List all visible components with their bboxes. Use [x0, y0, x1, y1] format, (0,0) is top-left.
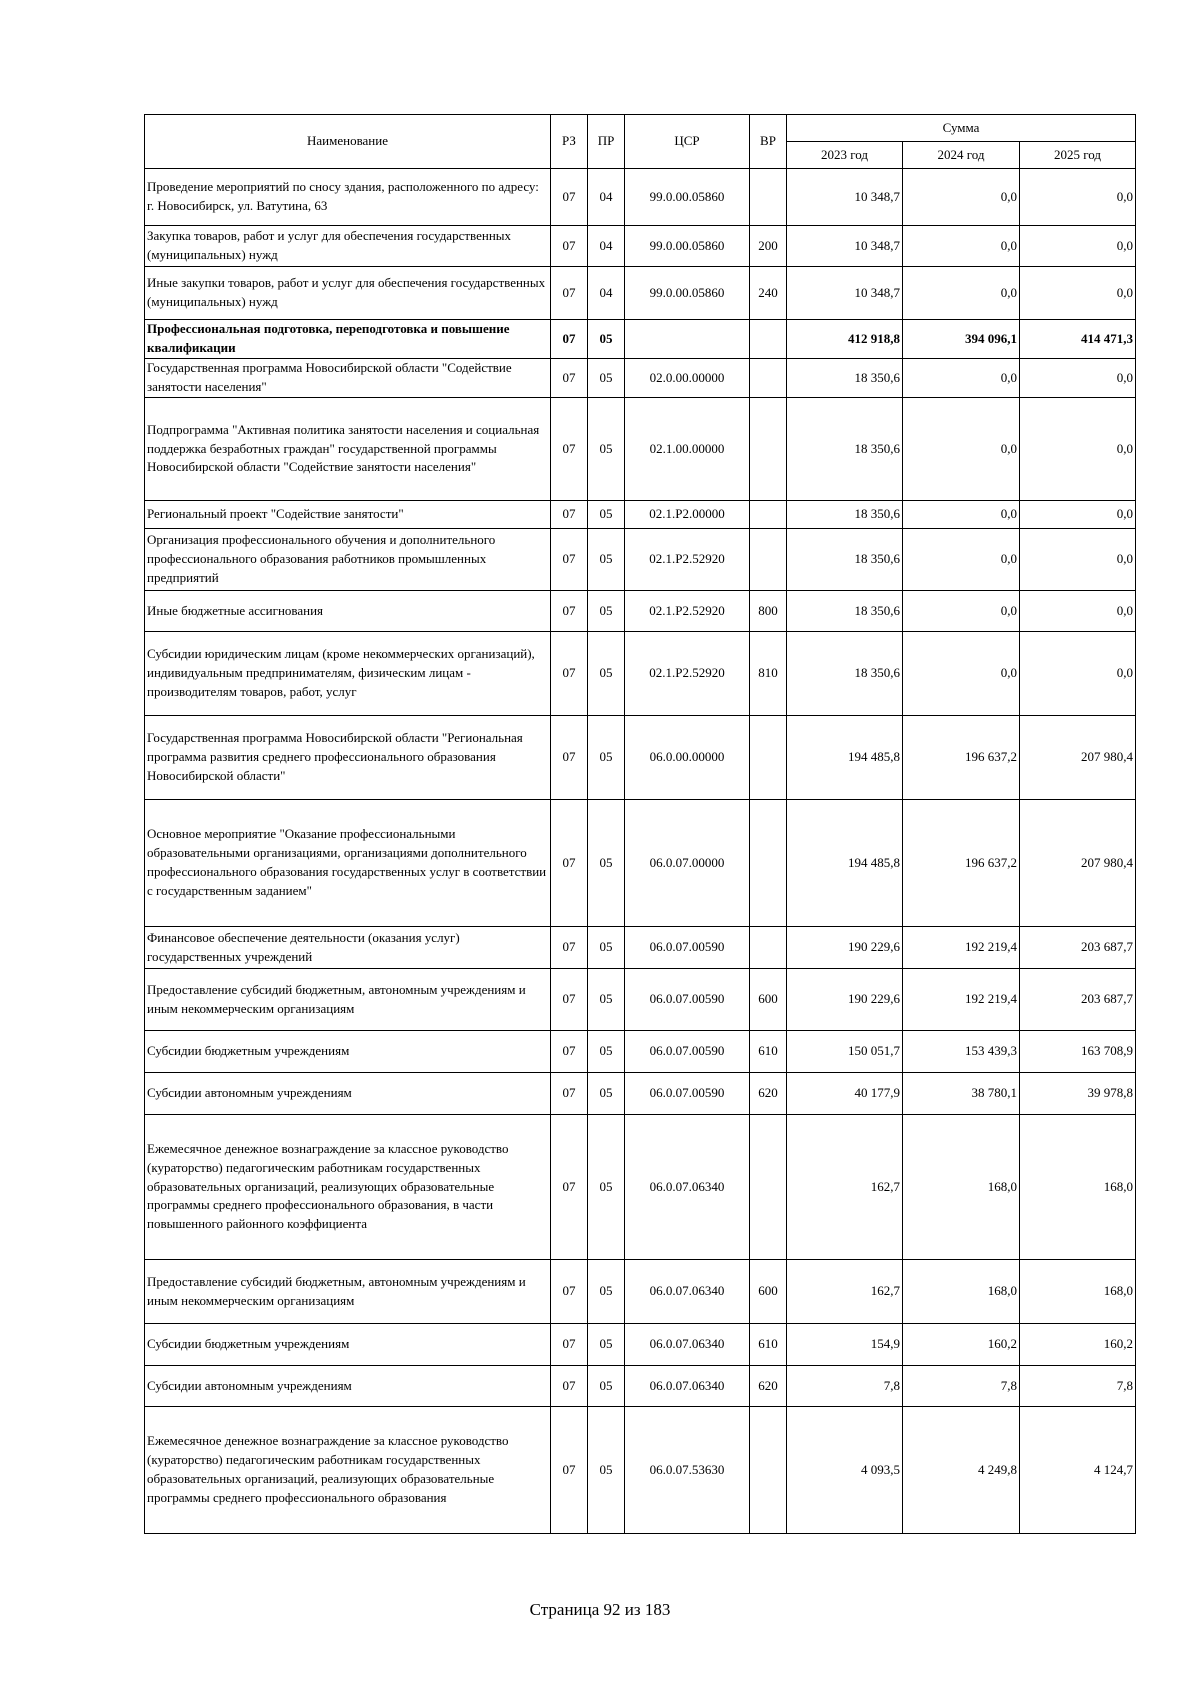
row-name: Предоставление субсидий бюджетным, автономным учреждениям и иным некоммерческим организациям [145, 969, 551, 1031]
row-pr: 05 [588, 716, 625, 800]
table-header [145, 115, 1136, 169]
row-vr: 600 [750, 1260, 787, 1324]
row-vr [750, 800, 787, 927]
table-row [145, 226, 1136, 267]
row-amount-2024: 0,0 [903, 591, 1020, 632]
row-rz: 07 [551, 359, 588, 398]
row-amount-2023: 190 229,6 [787, 969, 903, 1031]
row-name: Субсидии бюджетным учреждениям [145, 1324, 551, 1366]
row-amount-2023: 162,7 [787, 1260, 903, 1324]
row-amount-2024: 153 439,3 [903, 1031, 1020, 1073]
row-amount-2023: 18 350,6 [787, 359, 903, 398]
row-rz: 07 [551, 632, 588, 716]
row-name: Закупка товаров, работ и услуг для обеспечения государственных (муниципальных) нужд [145, 226, 551, 267]
row-vr [750, 1407, 787, 1534]
row-csr: 02.1.00.00000 [625, 398, 750, 501]
row-csr: 02.1.Р2.52920 [625, 591, 750, 632]
row-amount-2024: 4 249,8 [903, 1407, 1020, 1534]
row-amount-2023: 154,9 [787, 1324, 903, 1366]
row-amount-2025: 0,0 [1020, 632, 1136, 716]
row-amount-2023: 18 350,6 [787, 501, 903, 529]
row-csr: 02.1.Р2.52920 [625, 529, 750, 591]
row-amount-2025: 414 471,3 [1020, 320, 1136, 359]
row-vr [750, 927, 787, 969]
row-csr: 06.0.07.06340 [625, 1324, 750, 1366]
table-row [145, 529, 1136, 591]
row-amount-2025: 168,0 [1020, 1115, 1136, 1260]
row-amount-2023: 190 229,6 [787, 927, 903, 969]
budget-table [144, 114, 1136, 1534]
table-row [145, 267, 1136, 320]
row-rz: 07 [551, 1260, 588, 1324]
row-amount-2024: 0,0 [903, 501, 1020, 529]
row-amount-2023: 4 093,5 [787, 1407, 903, 1534]
header-year-2025: 2025 год [1020, 142, 1136, 169]
row-vr [750, 169, 787, 226]
row-csr: 02.0.00.00000 [625, 359, 750, 398]
row-amount-2024: 196 637,2 [903, 716, 1020, 800]
row-amount-2024: 0,0 [903, 359, 1020, 398]
row-name: Финансовое обеспечение деятельности (оказания услуг) государственных учреждений [145, 927, 551, 969]
row-name: Региональный проект "Содействие занятости" [145, 501, 551, 529]
row-rz: 07 [551, 800, 588, 927]
table-row [145, 1324, 1136, 1366]
row-name: Подпрограмма "Активная политика занятости населения и социальная поддержка безработных граждан" государственной программы Новосибирской области "Содействие занятости населения" [145, 398, 551, 501]
row-amount-2025: 0,0 [1020, 398, 1136, 501]
row-name: Субсидии автономным учреждениям [145, 1366, 551, 1407]
row-amount-2023: 150 051,7 [787, 1031, 903, 1073]
row-amount-2024: 192 219,4 [903, 969, 1020, 1031]
header-year-2024: 2024 год [903, 142, 1020, 169]
row-amount-2023: 40 177,9 [787, 1073, 903, 1115]
row-csr: 99.0.00.05860 [625, 226, 750, 267]
row-vr [750, 359, 787, 398]
row-name: Предоставление субсидий бюджетным, автономным учреждениям и иным некоммерческим организациям [145, 1260, 551, 1324]
table-row [145, 800, 1136, 927]
row-amount-2025: 163 708,9 [1020, 1031, 1136, 1073]
row-pr: 05 [588, 591, 625, 632]
row-name: Субсидии автономным учреждениям [145, 1073, 551, 1115]
row-name: Государственная программа Новосибирской области "Региональная программа развития среднего профессионального образования Новосибирской области" [145, 716, 551, 800]
row-amount-2024: 0,0 [903, 267, 1020, 320]
row-rz: 07 [551, 1366, 588, 1407]
row-vr [750, 320, 787, 359]
row-vr [750, 716, 787, 800]
row-amount-2024: 168,0 [903, 1260, 1020, 1324]
row-amount-2023: 412 918,8 [787, 320, 903, 359]
row-csr: 06.0.07.06340 [625, 1366, 750, 1407]
row-amount-2023: 10 348,7 [787, 267, 903, 320]
row-csr: 06.0.07.06340 [625, 1115, 750, 1260]
row-amount-2024: 0,0 [903, 529, 1020, 591]
row-pr: 05 [588, 800, 625, 927]
table-row [145, 1073, 1136, 1115]
row-vr: 620 [750, 1073, 787, 1115]
row-amount-2025: 0,0 [1020, 267, 1136, 320]
table-body [145, 169, 1136, 1534]
table-row [145, 359, 1136, 398]
row-amount-2024: 0,0 [903, 169, 1020, 226]
row-rz: 07 [551, 1324, 588, 1366]
row-rz: 07 [551, 398, 588, 501]
table-row [145, 716, 1136, 800]
table-row [145, 1115, 1136, 1260]
row-pr: 05 [588, 1366, 625, 1407]
row-amount-2024: 0,0 [903, 632, 1020, 716]
row-amount-2024: 394 096,1 [903, 320, 1020, 359]
header-name: Наименование [145, 115, 551, 169]
row-vr: 240 [750, 267, 787, 320]
row-amount-2025: 207 980,4 [1020, 800, 1136, 927]
row-rz: 07 [551, 226, 588, 267]
row-pr: 05 [588, 320, 625, 359]
row-amount-2024: 0,0 [903, 398, 1020, 501]
row-amount-2024: 196 637,2 [903, 800, 1020, 927]
table-row [145, 927, 1136, 969]
header-vr: ВР [750, 115, 787, 169]
row-vr: 600 [750, 969, 787, 1031]
row-amount-2025: 4 124,7 [1020, 1407, 1136, 1534]
row-amount-2024: 192 219,4 [903, 927, 1020, 969]
row-vr [750, 529, 787, 591]
table-row [145, 1031, 1136, 1073]
row-rz: 07 [551, 1407, 588, 1534]
row-vr: 620 [750, 1366, 787, 1407]
row-amount-2023: 10 348,7 [787, 169, 903, 226]
page-number: Страница 92 из 183 [529, 1600, 671, 1619]
row-name: Профессиональная подготовка, переподготовка и повышение квалификации [145, 320, 551, 359]
row-rz: 07 [551, 716, 588, 800]
row-amount-2025: 207 980,4 [1020, 716, 1136, 800]
row-name: Организация профессионального обучения и дополнительного профессионального образования работников промышленных предприятий [145, 529, 551, 591]
row-pr: 05 [588, 529, 625, 591]
header-pr: ПР [588, 115, 625, 169]
table-row [145, 1260, 1136, 1324]
row-csr: 06.0.07.00590 [625, 1073, 750, 1115]
row-amount-2025: 0,0 [1020, 226, 1136, 267]
row-amount-2025: 203 687,7 [1020, 927, 1136, 969]
row-rz: 07 [551, 529, 588, 591]
row-amount-2023: 162,7 [787, 1115, 903, 1260]
row-amount-2024: 38 780,1 [903, 1073, 1020, 1115]
row-pr: 05 [588, 1260, 625, 1324]
row-amount-2025: 0,0 [1020, 591, 1136, 632]
row-csr: 02.1.Р2.52920 [625, 632, 750, 716]
row-amount-2025: 160,2 [1020, 1324, 1136, 1366]
row-vr: 800 [750, 591, 787, 632]
header-csr: ЦСР [625, 115, 750, 169]
row-rz: 07 [551, 969, 588, 1031]
row-pr: 05 [588, 927, 625, 969]
row-pr: 05 [588, 398, 625, 501]
header-sum: Сумма [787, 115, 1136, 142]
row-amount-2023: 194 485,8 [787, 716, 903, 800]
row-pr: 05 [588, 632, 625, 716]
row-name: Иные закупки товаров, работ и услуг для обеспечения государственных (муниципальных) нужд [145, 267, 551, 320]
row-rz: 07 [551, 1031, 588, 1073]
row-csr: 06.0.07.53630 [625, 1407, 750, 1534]
row-amount-2024: 0,0 [903, 226, 1020, 267]
row-amount-2023: 7,8 [787, 1366, 903, 1407]
table-row [145, 501, 1136, 529]
row-amount-2023: 18 350,6 [787, 529, 903, 591]
row-vr: 610 [750, 1324, 787, 1366]
row-amount-2023: 18 350,6 [787, 398, 903, 501]
row-amount-2025: 0,0 [1020, 529, 1136, 591]
table-row [145, 398, 1136, 501]
row-pr: 05 [588, 501, 625, 529]
row-amount-2024: 168,0 [903, 1115, 1020, 1260]
row-amount-2025: 7,8 [1020, 1366, 1136, 1407]
header-year-2023: 2023 год [787, 142, 903, 169]
table-row [145, 632, 1136, 716]
row-rz: 07 [551, 1115, 588, 1260]
row-csr: 06.0.07.00590 [625, 1031, 750, 1073]
row-vr: 610 [750, 1031, 787, 1073]
row-name: Субсидии бюджетным учреждениям [145, 1031, 551, 1073]
row-pr: 05 [588, 969, 625, 1031]
row-rz: 07 [551, 591, 588, 632]
row-rz: 07 [551, 501, 588, 529]
table-row [145, 1407, 1136, 1534]
row-amount-2025: 0,0 [1020, 501, 1136, 529]
row-csr: 99.0.00.05860 [625, 267, 750, 320]
row-csr [625, 320, 750, 359]
row-csr: 99.0.00.05860 [625, 169, 750, 226]
row-pr: 04 [588, 267, 625, 320]
row-pr: 05 [588, 1031, 625, 1073]
row-name: Иные бюджетные ассигнования [145, 591, 551, 632]
row-csr: 06.0.07.06340 [625, 1260, 750, 1324]
row-rz: 07 [551, 169, 588, 226]
row-amount-2025: 203 687,7 [1020, 969, 1136, 1031]
row-name: Ежемесячное денежное вознаграждение за классное руководство (кураторство) педагогическим работникам государственных образовательных организаций, реализующих образовательные программы среднего профессионального образования, в части повышенного районного коэффициента [145, 1115, 551, 1260]
row-csr: 06.0.00.00000 [625, 716, 750, 800]
table-row [145, 591, 1136, 632]
row-vr [750, 398, 787, 501]
row-name: Субсидии юридическим лицам (кроме некоммерческих организаций), индивидуальным предпринимателям, физическим лицам - производителям товаров, работ, услуг [145, 632, 551, 716]
row-csr: 02.1.Р2.00000 [625, 501, 750, 529]
row-name: Ежемесячное денежное вознаграждение за классное руководство (кураторство) педагогическим работникам государственных образовательных организаций, реализующих образовательные программы среднего профессионального образования [145, 1407, 551, 1534]
row-amount-2023: 10 348,7 [787, 226, 903, 267]
row-pr: 05 [588, 1407, 625, 1534]
row-rz: 07 [551, 927, 588, 969]
row-pr: 05 [588, 359, 625, 398]
header-rz: РЗ [551, 115, 588, 169]
row-csr: 06.0.07.00590 [625, 969, 750, 1031]
table-row [145, 320, 1136, 359]
row-amount-2025: 168,0 [1020, 1260, 1136, 1324]
row-amount-2024: 160,2 [903, 1324, 1020, 1366]
table-row [145, 969, 1136, 1031]
row-name: Основное мероприятие "Оказание профессиональными образовательными организациями, организациями дополнительного профессионального образования государственных услуг в соответствии с государственным заданием" [145, 800, 551, 927]
row-rz: 07 [551, 267, 588, 320]
table-row [145, 169, 1136, 226]
row-rz: 07 [551, 320, 588, 359]
row-pr: 05 [588, 1324, 625, 1366]
row-csr: 06.0.07.00000 [625, 800, 750, 927]
row-amount-2025: 39 978,8 [1020, 1073, 1136, 1115]
row-name: Государственная программа Новосибирской области "Содействие занятости населения" [145, 359, 551, 398]
row-vr [750, 501, 787, 529]
row-amount-2023: 194 485,8 [787, 800, 903, 927]
row-pr: 05 [588, 1115, 625, 1260]
row-name: Проведение мероприятий по сносу здания, расположенного по адресу: г. Новосибирск, ул. Ватутина, 63 [145, 169, 551, 226]
row-amount-2023: 18 350,6 [787, 632, 903, 716]
row-amount-2025: 0,0 [1020, 359, 1136, 398]
row-rz: 07 [551, 1073, 588, 1115]
row-csr: 06.0.07.00590 [625, 927, 750, 969]
row-amount-2025: 0,0 [1020, 169, 1136, 226]
row-vr: 810 [750, 632, 787, 716]
row-pr: 04 [588, 226, 625, 267]
row-vr [750, 1115, 787, 1260]
row-vr: 200 [750, 226, 787, 267]
table-row [145, 1366, 1136, 1407]
row-amount-2024: 7,8 [903, 1366, 1020, 1407]
row-pr: 05 [588, 1073, 625, 1115]
row-pr: 04 [588, 169, 625, 226]
row-amount-2023: 18 350,6 [787, 591, 903, 632]
